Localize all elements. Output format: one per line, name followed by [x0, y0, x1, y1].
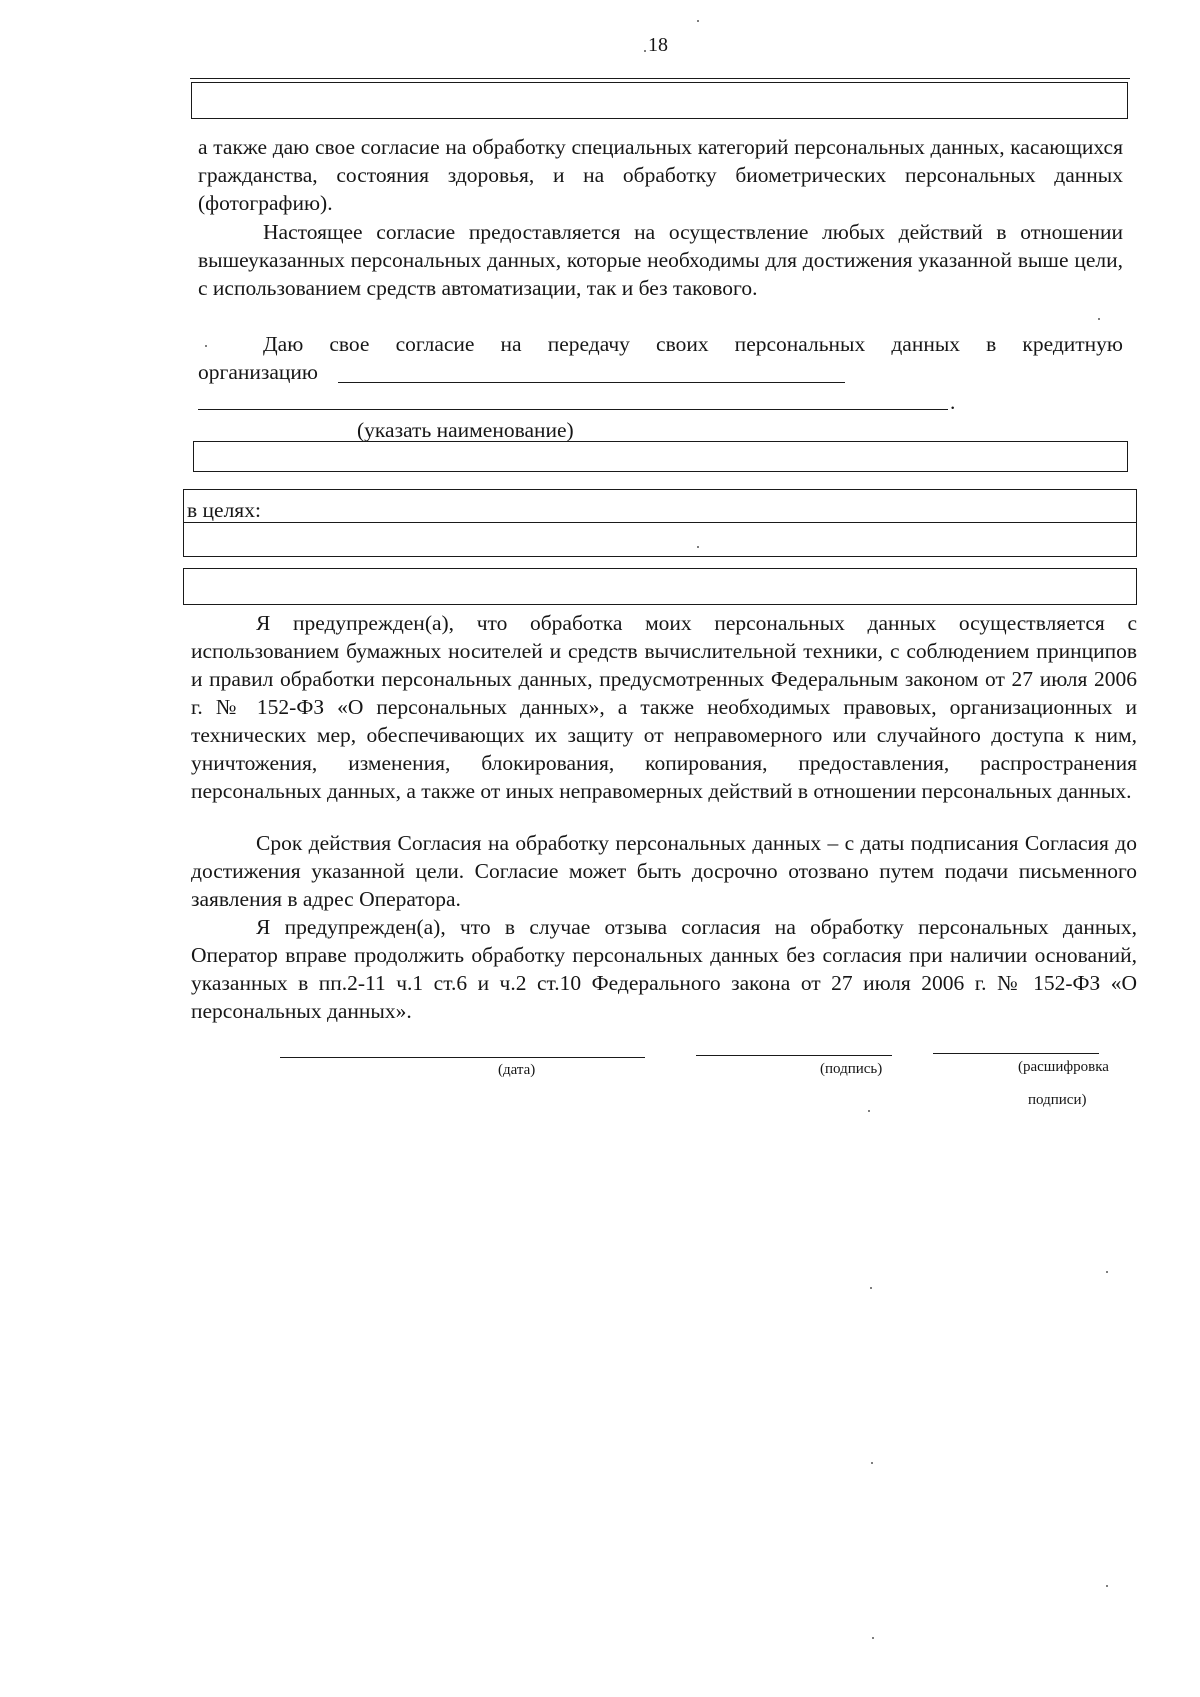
purpose-label: в целях: [187, 498, 261, 522]
scan-speck [1106, 1271, 1108, 1273]
top-rule [190, 78, 1130, 79]
scan-speck [205, 345, 207, 347]
paragraph-warning-processing: Я предупрежден(а), что обработка моих персональных данных осуществляется с использованием бумажных носителей и средств вычислительной техники, с соблюдением принципов и правил обработки персональных данных, предусмотренных Федеральным законом от 27 июля 2006 г. № 152-ФЗ «О персональных данных», а также необходимых правовых, организационных и технических мер, обеспечивающих их защиту от неправомерного или случайного доступа к ним, уничтожения, изменения, блокирования, копирования, предоставления, распространения персональных данных, а также от иных неправомерных действий в отношении персональных данных. [191, 611, 1137, 803]
organization-label: организацию [198, 360, 318, 384]
signature-label: (подпись) [820, 1061, 883, 1077]
transcript-label-line1: (расшифровка [1018, 1059, 1109, 1075]
purpose-box[interactable] [183, 489, 1137, 557]
scan-speck [871, 1462, 873, 1464]
scan-speck [1106, 1585, 1108, 1587]
transcript-label-line2: подписи) [1028, 1092, 1087, 1108]
purpose-extra-box[interactable] [183, 568, 1137, 605]
top-blank-box [191, 82, 1128, 119]
transcript-line[interactable] [933, 1053, 1099, 1054]
signature-line[interactable] [696, 1055, 892, 1056]
scan-speck [870, 1287, 872, 1289]
purpose-box-divider [184, 522, 1136, 523]
paragraph-consent-scope: Настоящее согласие предоставляется на осуществление любых действий в отношении вышеуказанных персональных данных, которые необходимы для достижения указанной выше цели, с использованием средств автоматизации, так и без такового. [198, 220, 1123, 300]
paragraph-special-categories: а также даю свое согласие на обработку специальных категорий персональных данных, касающихся гражданства, состояния здоровья, и на обработку биометрических персональных данных (фотографию). [198, 135, 1123, 215]
paragraph-term: Срок действия Согласия на обработку персональных данных – с даты подписания Согласия до достижения указанной цели. Согласие может быть досрочно отозвано путем подачи письменного заявления в адрес Оператора. [191, 831, 1137, 911]
scan-speck [697, 546, 699, 548]
organization-hint: (указать наименование) [357, 418, 574, 442]
page-number: 18 [648, 34, 668, 56]
organization-name-box[interactable] [193, 441, 1128, 472]
paragraph-withdrawal: Я предупрежден(а), что в случае отзыва согласия на обработку персональных данных, Оператор вправе продолжить обработку персональных данных без согласия при наличии оснований, указанных в пп.2-11 ч.1 ст.6 и ч.2 ст.10 Федерального закона от 27 июля 2006 г. № 152-ФЗ «О персональных данных». [191, 915, 1137, 1023]
scan-speck [872, 1637, 874, 1639]
organization-period: . [950, 390, 956, 414]
organization-line-1[interactable] [338, 382, 845, 383]
scan-speck [644, 50, 646, 52]
paragraph-transfer-consent: Даю свое согласие на передачу своих персональных данных в кредитную [263, 332, 1123, 356]
date-label: (дата) [498, 1062, 536, 1078]
date-line[interactable] [280, 1057, 645, 1058]
scan-speck [868, 1110, 870, 1112]
scan-speck [1098, 318, 1100, 320]
organization-line-2[interactable] [198, 409, 948, 410]
scan-speck [697, 20, 699, 22]
